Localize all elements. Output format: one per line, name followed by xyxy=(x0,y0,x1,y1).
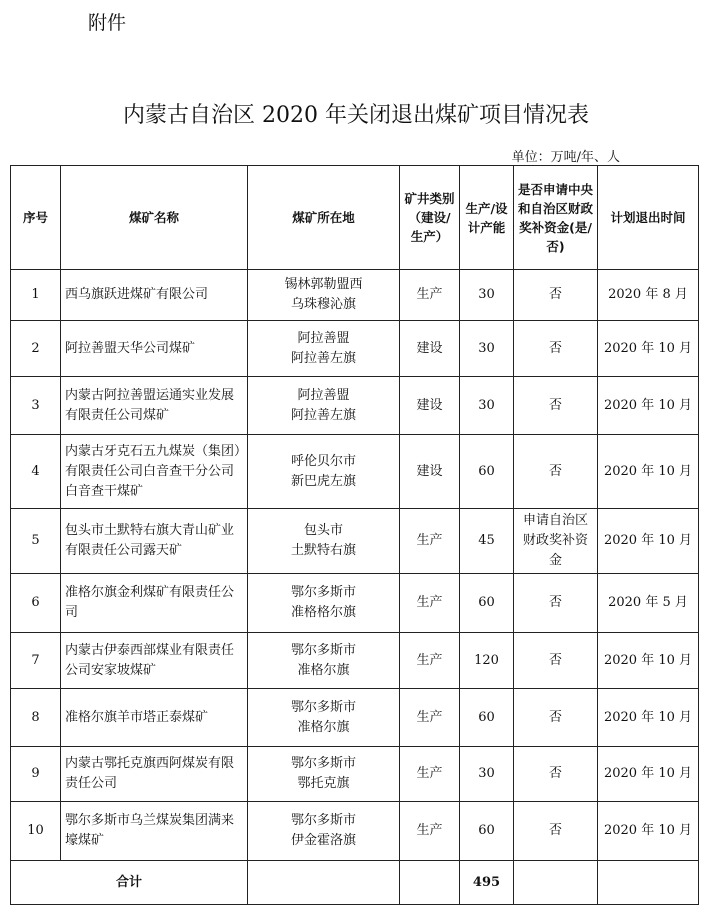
row-location xyxy=(248,802,400,861)
row-location xyxy=(248,689,400,747)
document-title: 内蒙古自治区 2020 年关闭退出煤矿项目情况表 xyxy=(123,103,589,128)
row-seq: 7 xyxy=(11,633,61,689)
row-capacity: 120 xyxy=(460,633,514,689)
row-location xyxy=(248,574,400,633)
location-line-2: 阿拉善左旗 xyxy=(290,407,356,423)
row-type: 建设 xyxy=(400,435,460,509)
location-line-2: 准格尔旗 xyxy=(297,719,350,735)
row-exit-time: 2020 年 10 月 xyxy=(598,435,699,509)
row-type: 生产 xyxy=(400,802,460,861)
total-empty-cell xyxy=(514,861,598,905)
row-exit-time: 2020 年 8 月 xyxy=(598,270,699,321)
row-location xyxy=(248,321,400,377)
location-line-2: 土默特右旗 xyxy=(290,543,356,558)
location-line-1: 呼伦贝尔市 xyxy=(290,453,356,469)
row-type: 建设 xyxy=(400,321,460,377)
location-line-2: 新巴虎左旗 xyxy=(290,473,356,489)
row-subsidy: 申请自治区财政奖补资金 xyxy=(514,509,598,574)
row-type: 生产 xyxy=(400,633,460,689)
location-line-2: 准格格尔旗 xyxy=(290,605,356,620)
location-line-1: 鄂尔多斯市 xyxy=(290,756,356,771)
row-exit-time: 2020 年 10 月 xyxy=(598,633,699,689)
row-capacity: 30 xyxy=(460,747,514,802)
row-type: 建设 xyxy=(400,377,460,435)
row-location xyxy=(248,509,400,574)
header-type: 矿井类别（建设/生产） xyxy=(400,166,460,270)
table-row xyxy=(11,270,699,321)
table-row xyxy=(11,802,699,861)
row-subsidy: 否 xyxy=(514,435,598,509)
header-exit-time: 计划退出时间 xyxy=(598,166,699,270)
row-subsidy: 否 xyxy=(514,270,598,321)
row-location xyxy=(248,270,400,321)
row-capacity: 60 xyxy=(460,802,514,861)
location-line-1: 鄂尔多斯市 xyxy=(290,813,356,828)
row-mine-name: 内蒙古阿拉善盟运通实业发展有限责任公司煤矿 xyxy=(61,377,248,435)
location-line-2: 伊金霍洛旗 xyxy=(290,833,356,848)
row-mine-name: 内蒙古牙克石五九煤炭（集团）有限责任公司白音查干分公司白音查干煤矿 xyxy=(61,435,248,509)
row-seq: 8 xyxy=(11,689,61,747)
header-row xyxy=(11,166,699,270)
table-row xyxy=(11,747,699,802)
location-line-2: 乌珠穆沁旗 xyxy=(290,297,356,312)
row-seq: 6 xyxy=(11,574,61,633)
total-capacity: 495 xyxy=(460,861,514,905)
row-location xyxy=(248,435,400,509)
unit-note: 单位：万吨/年、人 xyxy=(511,150,620,165)
row-exit-time: 2020 年 10 月 xyxy=(598,377,699,435)
location-line-1: 包头市 xyxy=(303,523,343,538)
row-mine-name: 西乌旗跃进煤矿有限公司 xyxy=(61,270,248,321)
row-capacity: 30 xyxy=(460,270,514,321)
table-row xyxy=(11,321,699,377)
row-seq: 2 xyxy=(11,321,61,377)
row-location xyxy=(248,377,400,435)
location-line-1: 鄂尔多斯市 xyxy=(290,699,356,715)
row-exit-time: 2020 年 10 月 xyxy=(598,747,699,802)
row-exit-time: 2020 年 5 月 xyxy=(598,574,699,633)
row-subsidy: 否 xyxy=(514,689,598,747)
location-line-1: 鄂尔多斯市 xyxy=(290,642,356,658)
row-type: 生产 xyxy=(400,689,460,747)
row-subsidy: 否 xyxy=(514,377,598,435)
row-mine-name: 准格尔旗金利煤矿有限责任公司 xyxy=(61,574,248,633)
location-line-1: 鄂尔多斯市 xyxy=(290,585,356,600)
row-mine-name: 内蒙古伊泰西部煤业有限责任公司安家坡煤矿 xyxy=(61,633,248,689)
table-row xyxy=(11,377,699,435)
total-empty-cell xyxy=(248,861,400,905)
coal-mine-table xyxy=(10,165,699,905)
row-type: 生产 xyxy=(400,509,460,574)
row-mine-name: 准格尔旗羊市塔正泰煤矿 xyxy=(61,689,248,747)
row-capacity: 30 xyxy=(460,321,514,377)
row-exit-time: 2020 年 10 月 xyxy=(598,689,699,747)
row-exit-time: 2020 年 10 月 xyxy=(598,509,699,574)
row-subsidy: 否 xyxy=(514,802,598,861)
row-seq: 5 xyxy=(11,509,61,574)
table-row xyxy=(11,633,699,689)
table-row xyxy=(11,509,699,574)
row-seq: 9 xyxy=(11,747,61,802)
total-label: 合计 xyxy=(11,861,248,905)
location-line-1: 阿拉善盟 xyxy=(297,330,350,346)
row-subsidy: 否 xyxy=(514,747,598,802)
row-seq: 3 xyxy=(11,377,61,435)
row-mine-name: 阿拉善盟天华公司煤矿 xyxy=(61,321,248,377)
header-subsidy: 是否申请中央和自治区财政奖补资金(是/否) xyxy=(514,166,598,270)
location-line-2: 准格尔旗 xyxy=(297,662,350,678)
row-type: 生产 xyxy=(400,574,460,633)
row-capacity: 60 xyxy=(460,435,514,509)
row-type: 生产 xyxy=(400,747,460,802)
row-seq: 4 xyxy=(11,435,61,509)
row-subsidy: 否 xyxy=(514,633,598,689)
row-seq: 10 xyxy=(11,802,61,861)
row-capacity: 60 xyxy=(460,689,514,747)
header-location: 煤矿所在地 xyxy=(248,166,400,270)
table-row xyxy=(11,574,699,633)
table-row xyxy=(11,689,699,747)
row-seq: 1 xyxy=(11,270,61,321)
row-exit-time: 2020 年 10 月 xyxy=(598,321,699,377)
header-name: 煤矿名称 xyxy=(61,166,248,270)
attachment-label: 附件 xyxy=(88,12,127,34)
total-empty-cell xyxy=(400,861,460,905)
location-line-2: 鄂托克旗 xyxy=(297,776,350,791)
row-capacity: 30 xyxy=(460,377,514,435)
row-type: 生产 xyxy=(400,270,460,321)
row-location xyxy=(248,633,400,689)
row-mine-name: 包头市土默特右旗大青山矿业有限责任公司露天矿 xyxy=(61,509,248,574)
header-seq: 序号 xyxy=(11,166,61,270)
row-capacity: 60 xyxy=(460,574,514,633)
total-row xyxy=(11,861,699,905)
total-empty-cell xyxy=(598,861,699,905)
row-subsidy: 否 xyxy=(514,321,598,377)
row-capacity: 45 xyxy=(460,509,514,574)
location-line-2: 阿拉善左旗 xyxy=(290,350,356,366)
header-capacity: 生产/设计产能 xyxy=(460,166,514,270)
row-mine-name: 鄂尔多斯市乌兰煤炭集团满来壕煤矿 xyxy=(61,802,248,861)
table-row xyxy=(11,435,699,509)
row-subsidy: 否 xyxy=(514,574,598,633)
location-line-1: 阿拉善盟 xyxy=(297,387,350,403)
row-location xyxy=(248,747,400,802)
location-line-1: 锡林郭勒盟西 xyxy=(284,277,363,292)
row-exit-time: 2020 年 10 月 xyxy=(598,802,699,861)
row-mine-name: 内蒙古鄂托克旗西阿煤炭有限责任公司 xyxy=(61,747,248,802)
